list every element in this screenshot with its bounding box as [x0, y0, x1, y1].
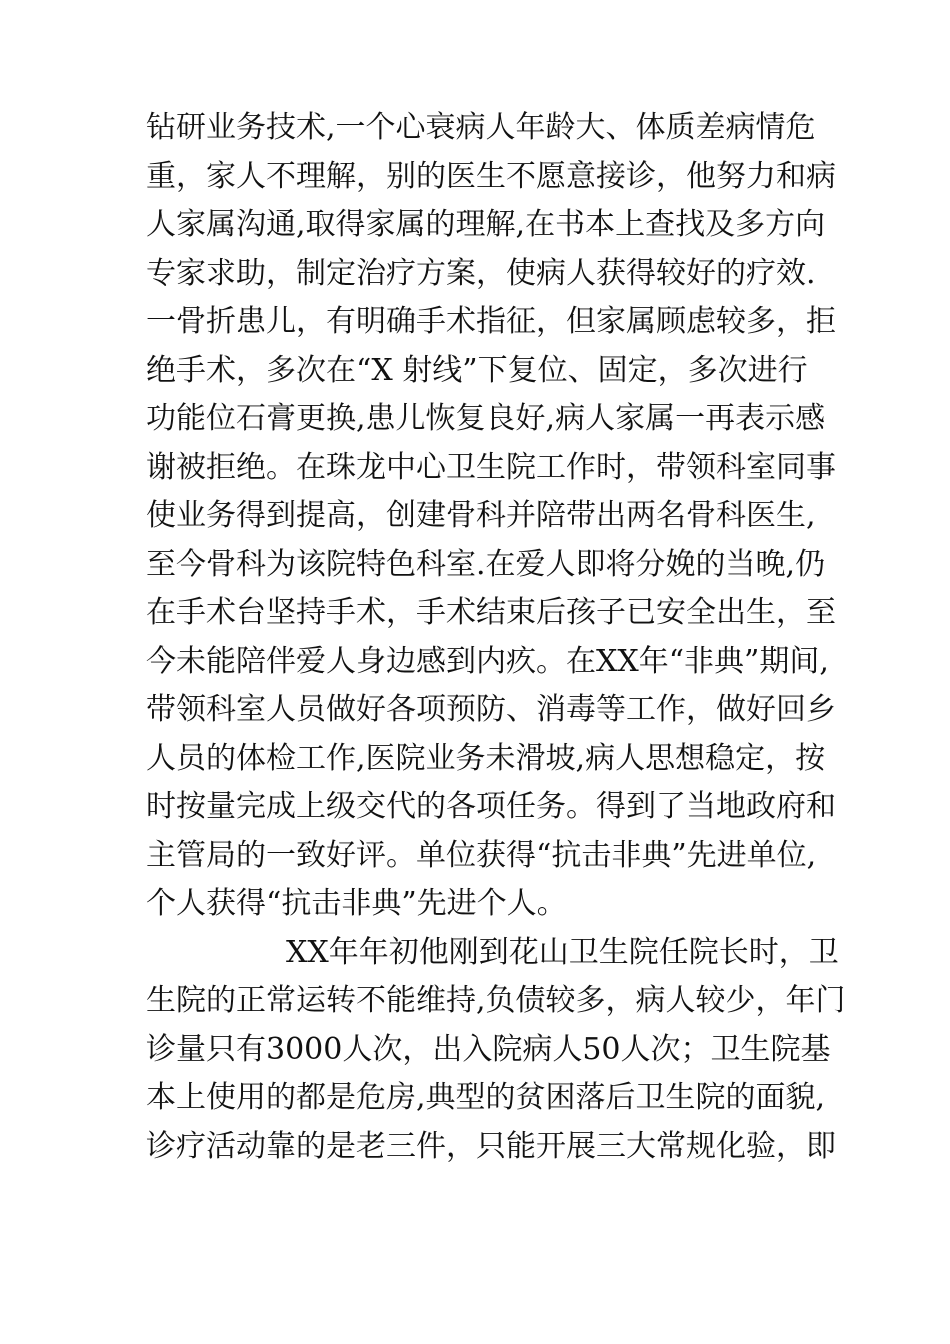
text-line: 生院的正常运转不能维持,负债较多，病人较少，年门	[146, 983, 846, 1018]
paragraph-1	[146, 104, 836, 929]
text-line: 本上使用的都是危房,典型的贫困落后卫生院的面貌,	[146, 1080, 826, 1115]
text-line: 重，家人不理解，别的医生不愿意接诊，他努力和病	[146, 158, 836, 194]
text-line: XX年年初他刚到花山卫生院任院长时，卫	[286, 934, 839, 970]
text-line: 功能位石膏更换,患儿恢复良好,病人家属一再表示感	[146, 401, 826, 436]
text-line: 时按量完成上级交代的各项任务。得到了当地政府和	[146, 789, 836, 824]
text-line: 个人获得“抗击非典”先进个人。	[146, 886, 567, 921]
text-line: 今未能陪伴爱人身边感到内疚。在XX年“非典”期间,	[146, 643, 829, 679]
text-line: 带领科室人员做好各项预防、消毒等工作，做好回乡	[146, 692, 836, 727]
text-line: 人员的体检工作,医院业务未滑坡,病人思想稳定，按	[146, 740, 826, 776]
text-line: 钻研业务技术,一个心衰病人年龄大、体质差病情危	[146, 110, 816, 145]
text-line: 绝手术，多次在“X 射线”下复位、固定，多次进行	[146, 352, 808, 388]
text-line: 人家属沟通,取得家属的理解,在书本上查找及多方向	[146, 207, 826, 242]
text-line: 一骨折患儿，有明确手术指征，但家属顾虑较多，拒	[146, 304, 836, 339]
text-line: 谢被拒绝。在珠龙中心卫生院工作时，带领科室同事	[146, 449, 836, 485]
text-line: 诊疗活动靠的是老三件，只能开展三大常规化验，即	[146, 1128, 836, 1164]
text-line: 在手术台坚持手术，手术结束后孩子已安全出生，至	[146, 595, 836, 630]
document-body	[146, 104, 846, 1171]
text-line: 诊量只有3000人次，出入院病人50人次；卫生院基	[146, 1031, 831, 1067]
paragraph-2	[146, 929, 846, 1172]
text-line: 至今骨科为该院特色科室.在爱人即将分娩的当晚,仍	[146, 546, 826, 582]
text-line: 专家求助，制定治疗方案，使病人获得较好的疗效.	[146, 255, 816, 291]
text-line: 主管局的一致好评。单位获得“抗击非典”先进单位,	[146, 837, 817, 873]
text-line: 使业务得到提高，创建骨科并陪带出两名骨科医生,	[146, 498, 816, 533]
